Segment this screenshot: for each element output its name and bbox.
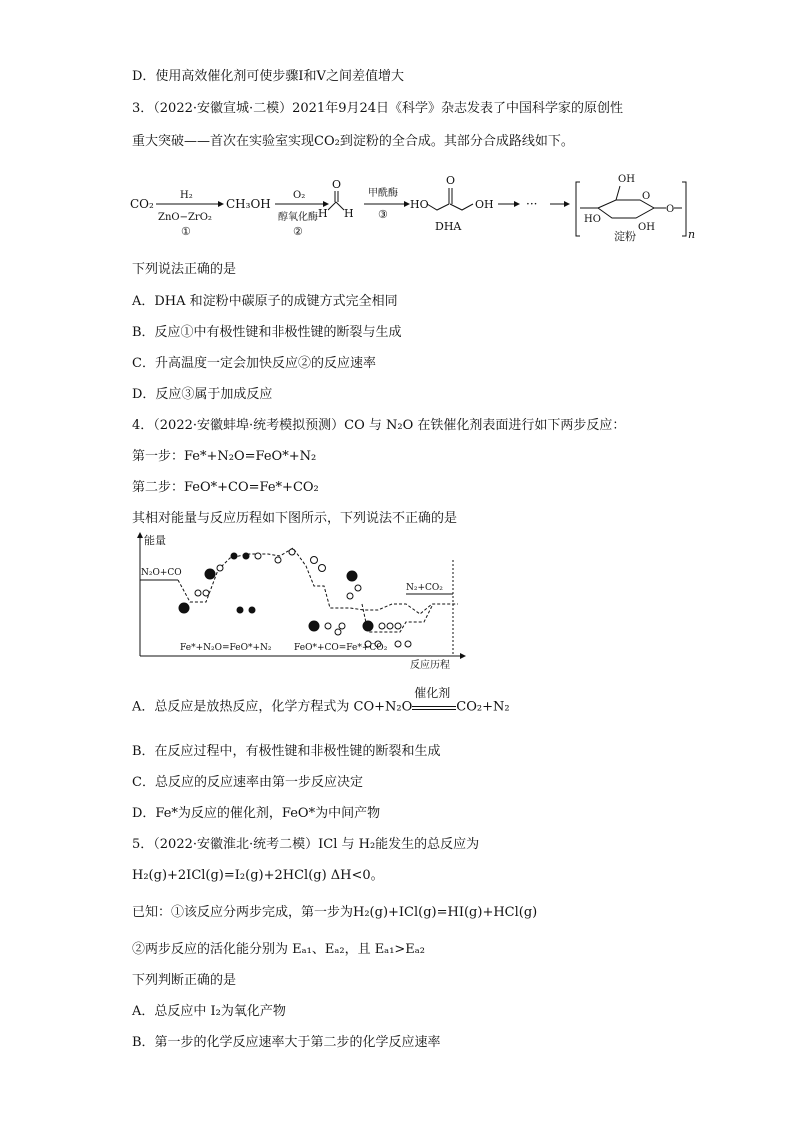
r2-reagent: O₂	[293, 190, 306, 201]
q4-option-b: B．在反应过程中，有极性键和非极性键的断裂和生成	[132, 744, 441, 759]
q3-prompt: 下列说法正确的是	[132, 262, 237, 277]
double-line	[412, 706, 456, 710]
q4-prompt: 其相对能量与反应历程如下图所示，下列说法不正确的是	[132, 511, 458, 526]
ch3oh-label: CH₃OH	[226, 197, 271, 211]
q4-option-a-right: CO₂+N₂	[456, 699, 510, 715]
step2-label: FeO*+CO=Fe*+CO₂	[294, 643, 388, 653]
q2-option-d: D．使用高效催化剂可使步骤Ⅰ和Ⅴ之间差值增大	[132, 69, 404, 84]
r1-reagent: H₂	[180, 190, 193, 201]
q3-option-a: A．DHA 和淀粉中碳原子的成键方式完全相同	[132, 294, 398, 309]
r2-enzyme: 醇氧化酶	[278, 212, 318, 223]
x-axis-label: 反应历程	[410, 660, 450, 671]
q4-step2: 第二步：FeO*+CO=Fe*+CO₂	[132, 480, 319, 495]
r3-enzyme: 甲酰酶	[368, 188, 398, 199]
q3-stem-line1: 3．（2022·安徽宣城·二模）2021年9月24日《科学》杂志发表了中国科学家的原创性	[132, 101, 624, 116]
starch-label: 淀粉	[614, 230, 636, 243]
ellipsis: ···	[526, 197, 538, 211]
q4-option-a-left: A．总反应是放热反应，化学方程式为 CO+N₂O	[132, 699, 413, 715]
q5-prompt: 下列判断正确的是	[132, 973, 237, 988]
r3-number: ③	[378, 208, 388, 221]
q5-known-2: ②两步反应的活化能分别为 Eₐ₁、Eₐ₂，且 Eₐ₁>Eₐ₂	[132, 942, 426, 957]
dha-ho: HO	[410, 198, 429, 211]
q3-option-c: C．升高温度一定会加快反应②的反应速率	[132, 356, 376, 371]
r2-number: ②	[293, 225, 303, 238]
hcho-h2: H	[344, 207, 354, 220]
r1-catalyst: ZnO−ZrO₂	[158, 212, 212, 223]
q4-option-d: D．Fe*为反应的催化剂，FeO*为中间产物	[132, 806, 381, 821]
hcho-o: O	[332, 178, 342, 191]
q3-option-b: B．反应①中有极性键和非极性键的断裂与生成	[132, 325, 402, 340]
starch-oh-bottom: OH	[638, 222, 655, 233]
q3-option-d: D．反应③属于加成反应	[132, 387, 273, 402]
co2-label: CO₂	[130, 197, 154, 211]
q4-option-a	[132, 686, 510, 717]
q5-equation: H₂(g)+2ICl(g)=I₂(g)+2HCl(g) ΔH<0。	[132, 868, 384, 883]
step1-label: Fe*+N₂O=FeO*+N₂	[180, 643, 272, 653]
q4-stem: 4．（2022·安徽蚌埠·统考模拟预测）CO 与 N₂O 在铁催化剂表面进行如下两步反应：	[132, 418, 626, 433]
catalyst-label: 催化剂	[414, 686, 451, 700]
starch-ho: HO	[584, 214, 601, 225]
starch-ring-o: O	[642, 191, 651, 202]
q5-stem: 5．（2022·安徽淮北·统考二模）ICl 与 H₂能发生的总反应为	[132, 837, 480, 852]
catalyst-arrow	[412, 686, 456, 716]
q3-stem-line2: 重大突破——首次在实验室实现CO₂到淀粉的全合成。其部分合成路线如下。	[132, 134, 574, 149]
r1-number: ①	[181, 225, 191, 238]
y-axis-label: 能量	[144, 534, 166, 547]
synthesis-scheme	[128, 170, 696, 250]
dha-oh: OH	[475, 198, 494, 211]
hcho-h1: H	[318, 207, 328, 220]
start-level-label: N₂O+CO	[141, 568, 182, 578]
energy-diagram	[128, 530, 473, 672]
q5-option-b: B．第一步的化学反应速率大于第二步的化学反应速率	[132, 1035, 441, 1050]
starch-link-o: O	[666, 204, 675, 215]
dha-o: O	[446, 174, 456, 187]
starch-oh-top: OH	[618, 174, 635, 185]
dha-label: DHA	[435, 220, 462, 233]
q5-known-1: 已知：①该反应分两步完成，第一步为H₂(g)+ICl(g)=HI(g)+HCl(g)	[132, 905, 538, 920]
starch-n: n	[688, 228, 696, 241]
q4-step1: 第一步：Fe*+N₂O=FeO*+N₂	[132, 449, 317, 464]
end-level-label: N₂+CO₂	[406, 583, 443, 593]
q4-option-c: C．总反应的反应速率由第一步反应决定	[132, 775, 363, 790]
q5-option-a: A．总反应中 I₂为氧化产物	[132, 1004, 286, 1019]
